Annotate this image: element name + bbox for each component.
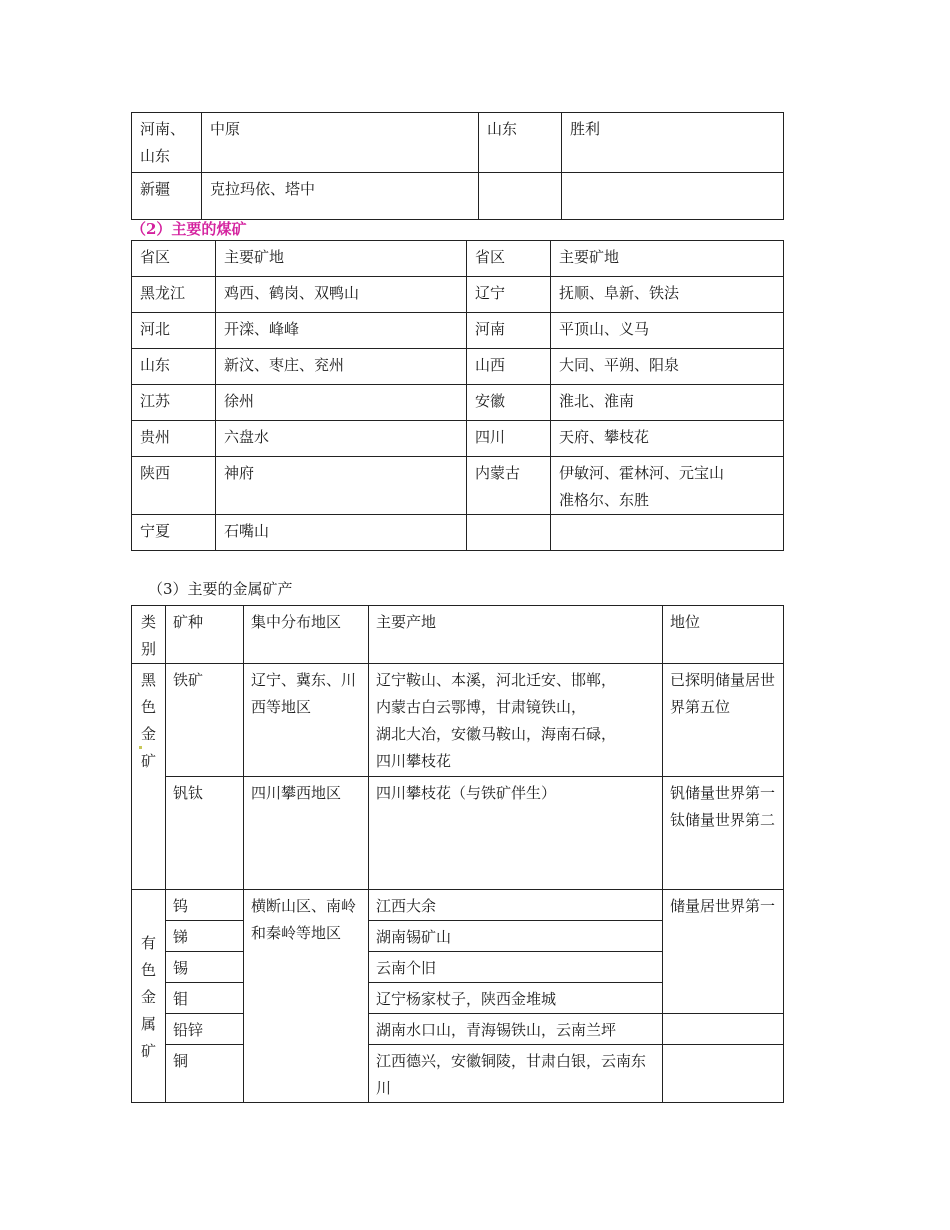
table-row bbox=[132, 173, 784, 220]
column-header-category: 类别 bbox=[132, 606, 166, 664]
table-row bbox=[132, 113, 784, 173]
mine-cell: 新汶、枣庄、兖州 bbox=[216, 349, 467, 385]
field-cell bbox=[562, 173, 784, 220]
table-row bbox=[132, 890, 784, 921]
sites-cell: 辽宁杨家杖子，陕西金堆城 bbox=[369, 983, 663, 1014]
province-cell: 山西 bbox=[467, 349, 551, 385]
column-header: 省区 bbox=[132, 241, 216, 277]
sites-cell: 江西德兴，安徽铜陵，甘肃白银，云南东川 bbox=[369, 1045, 663, 1103]
province-cell bbox=[467, 515, 551, 551]
metal-section-heading: （3）主要的金属矿产 bbox=[148, 580, 293, 598]
status-cell: 已探明储量居世界第五位 bbox=[663, 664, 784, 777]
mine-cell bbox=[551, 457, 784, 515]
table-row bbox=[132, 457, 784, 515]
column-header: 主要矿地 bbox=[551, 241, 784, 277]
province-cell: 河北 bbox=[132, 313, 216, 349]
mine-cell-line: 伊敏河、霍林河、元宝山 bbox=[559, 464, 725, 482]
table-header-row bbox=[132, 241, 784, 277]
mineral-cell: 锡 bbox=[166, 952, 244, 983]
status-cell-empty bbox=[663, 1045, 784, 1103]
province-cell: 四川 bbox=[467, 421, 551, 457]
province-cell: 贵州 bbox=[132, 421, 216, 457]
province-cell: 江苏 bbox=[132, 385, 216, 421]
mine-cell: 淮北、淮南 bbox=[551, 385, 784, 421]
column-header: 主要矿地 bbox=[216, 241, 467, 277]
mine-cell: 开滦、峰峰 bbox=[216, 313, 467, 349]
province-cell: 内蒙古 bbox=[467, 457, 551, 515]
status-line: 钛储量世界第二 bbox=[670, 811, 776, 829]
mineral-cell: 铜 bbox=[166, 1045, 244, 1103]
mineral-cell: 铅锌 bbox=[166, 1014, 244, 1045]
stray-mark bbox=[139, 746, 142, 749]
mine-cell: 石嘴山 bbox=[216, 515, 467, 551]
sites-line: 湖北大冶，安徽马鞍山，海南石碌， bbox=[376, 725, 617, 743]
mine-cell: 天府、攀枝花 bbox=[551, 421, 784, 457]
mine-cell: 抚顺、阜新、铁法 bbox=[551, 277, 784, 313]
province-cell: 陕西 bbox=[132, 457, 216, 515]
table-header-row bbox=[132, 606, 784, 664]
field-cell: 克拉玛依、塔中 bbox=[202, 173, 479, 220]
mine-cell: 六盘水 bbox=[216, 421, 467, 457]
mine-cell: 鸡西、鹤岗、双鸭山 bbox=[216, 277, 467, 313]
province-cell: 辽宁 bbox=[467, 277, 551, 313]
province-cell: 河南 bbox=[467, 313, 551, 349]
field-cell: 胜利 bbox=[562, 113, 784, 173]
mineral-cell: 钼 bbox=[166, 983, 244, 1014]
table-row bbox=[132, 421, 784, 457]
field-cell: 中原 bbox=[202, 113, 479, 173]
table-row bbox=[132, 1014, 784, 1045]
mine-cell bbox=[551, 515, 784, 551]
column-header-mineral: 矿种 bbox=[166, 606, 244, 664]
region-cell: 四川攀西地区 bbox=[244, 777, 369, 890]
status-cell-empty bbox=[663, 1014, 784, 1045]
table-row bbox=[132, 515, 784, 551]
mine-cell: 大同、平朔、阳泉 bbox=[551, 349, 784, 385]
column-header-region: 集中分布地区 bbox=[244, 606, 369, 664]
oil-fields-table bbox=[131, 112, 784, 220]
sites-cell: 湖南锡矿山 bbox=[369, 921, 663, 952]
sites-cell: 四川攀枝花（与铁矿伴生） bbox=[369, 777, 663, 890]
province-cell: 山东 bbox=[479, 113, 562, 173]
mineral-cell: 锑 bbox=[166, 921, 244, 952]
table-row bbox=[132, 385, 784, 421]
province-cell bbox=[479, 173, 562, 220]
coal-section-heading: （2）主要的煤矿 bbox=[131, 220, 247, 238]
category-cell-nonferrous: 有色金属矿 bbox=[132, 890, 166, 1103]
table-row bbox=[132, 313, 784, 349]
status-cell: 储量居世界第一 bbox=[663, 890, 784, 1014]
mine-cell: 神府 bbox=[216, 457, 467, 515]
mine-cell-line: 准格尔、东胜 bbox=[559, 491, 650, 509]
sites-cell: 江西大余 bbox=[369, 890, 663, 921]
region-cell: 辽宁、冀东、川西等地区 bbox=[244, 664, 369, 777]
sites-line: 内蒙古白云鄂博，甘肃镜铁山， bbox=[376, 698, 587, 716]
province-cell: 安徽 bbox=[467, 385, 551, 421]
category-cell-ferrous: 黑色金矿 bbox=[132, 664, 166, 890]
table-row bbox=[132, 349, 784, 385]
mineral-cell: 铁矿 bbox=[166, 664, 244, 777]
status-cell bbox=[663, 777, 784, 890]
region-cell: 横断山区、南岭和秦岭等地区 bbox=[244, 890, 369, 1103]
province-cell: 黑龙江 bbox=[132, 277, 216, 313]
mine-cell: 徐州 bbox=[216, 385, 467, 421]
table-row bbox=[132, 1045, 784, 1103]
metal-minerals-table bbox=[131, 605, 784, 1103]
mineral-cell: 钨 bbox=[166, 890, 244, 921]
mine-cell: 平顶山、义马 bbox=[551, 313, 784, 349]
coal-mines-table bbox=[131, 240, 784, 551]
column-header: 省区 bbox=[467, 241, 551, 277]
column-header-sites: 主要产地 bbox=[369, 606, 663, 664]
table-row bbox=[132, 664, 784, 777]
sites-cell bbox=[369, 664, 663, 777]
sites-line: 辽宁鞍山、本溪，河北迁安、邯郸， bbox=[376, 671, 617, 689]
table-row bbox=[132, 777, 784, 890]
province-cell: 河南、山东 bbox=[132, 113, 202, 173]
column-header-status: 地位 bbox=[663, 606, 784, 664]
sites-cell: 云南个旧 bbox=[369, 952, 663, 983]
province-cell: 山东 bbox=[132, 349, 216, 385]
mineral-cell: 钒钛 bbox=[166, 777, 244, 890]
province-cell: 新疆 bbox=[132, 173, 202, 220]
sites-cell: 湖南水口山，青海锡铁山，云南兰坪 bbox=[369, 1014, 663, 1045]
sites-line: 四川攀枝花 bbox=[376, 752, 452, 770]
status-line: 钒储量世界第一 bbox=[670, 784, 776, 802]
province-cell: 宁夏 bbox=[132, 515, 216, 551]
table-row bbox=[132, 277, 784, 313]
